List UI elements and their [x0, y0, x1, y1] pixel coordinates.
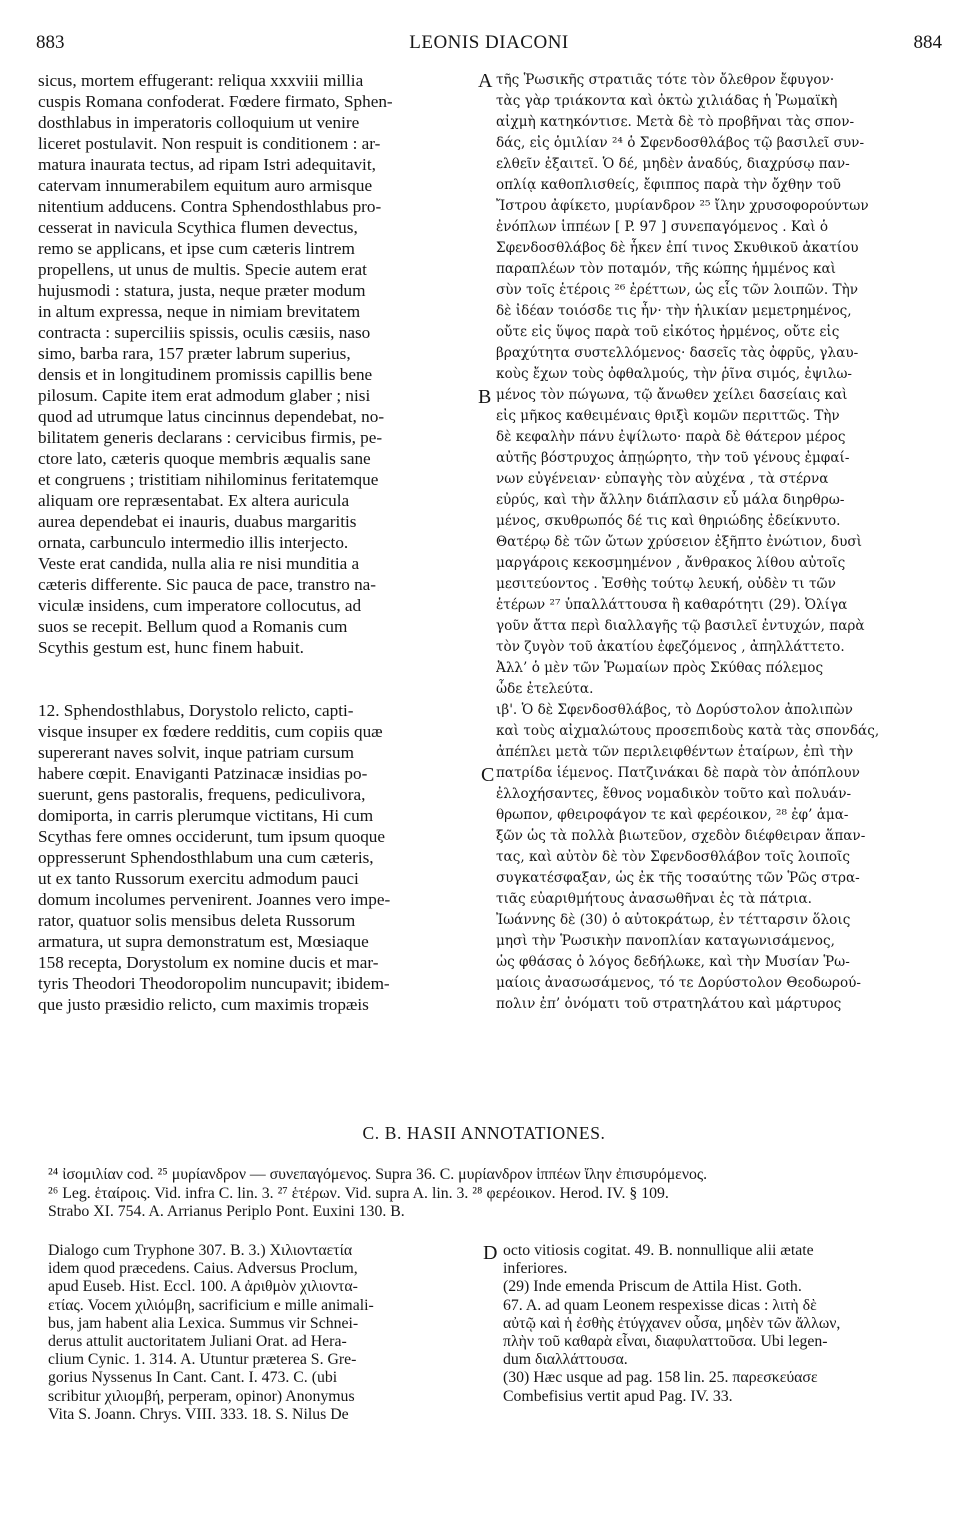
latin-line: Scythas fere omnes occiderunt, tum ipsum quoque [38, 827, 386, 846]
latin-line: densis et in longitudinem promissis capillis bene [38, 365, 373, 384]
latin-line: cuspis Romana confoderat. Fœdere firmato, Sphen- [38, 92, 393, 111]
greek-line: θρωπον, φθειροφάγον τε καὶ φερέοικον, ²⁸ ἐφ’ ἁμα- [496, 807, 849, 823]
greek-line: μένος, σκυθρωπός δέ τις καὶ θηριώδης ἐδείκνυτο. [496, 513, 841, 529]
greek-line: Θατέρῳ δὲ τῶν ὤτων χρύσειον ἐξῆπτο ἐνώτιον, δυσὶ [496, 534, 862, 550]
latin-line: ornata, carbunculo intermedio illis interjecto. [38, 533, 349, 552]
latin-line: hujusmodi : statura, justa, neque præter modum [38, 281, 366, 300]
annotations-title: C. B. HASII ANNOTATIONES. [362, 1123, 606, 1143]
annotation-line: 67. A. ad quam Leonem respexisse dicas : λιτὴ δὲ [503, 1296, 817, 1314]
latin-line: in altum expressa, neque in nimiam brevitatem [38, 302, 361, 321]
greek-line: μαργάροις κεκοσμημένον , ἄνθρακος λίθου αὐτοῖς [496, 555, 846, 571]
greek-line: ἀπέπλει μετὰ τῶν περιλειφθέντων ἑταίρων, ἐπὶ τὴν [496, 744, 854, 760]
annotation-line: gorius Nyssenus In Cant. Cant. I. 473. C. (ubi [48, 1369, 338, 1387]
annotation-line: scribitur χιλιομβή, perperam, opinor) Anonymus [48, 1387, 355, 1405]
latin-line: tyris Theodori Theodoropolim nuncupavit; ibidem- [38, 974, 390, 993]
latin-line: aurea dependebat ei inauris, duabus margaritis [38, 512, 357, 531]
greek-line: κοὺς ἔχων τοὺς ὀφθαλμούς, τὴν ῥῖνα σιμός, ἐψιλω- [496, 366, 852, 382]
greek-line: καὶ τοὺς αἰχμαλώτους προσεπιδοὺς κατὰ τὰς σπονδάς, [496, 723, 880, 739]
margin-letter-c: C [481, 764, 495, 786]
footnote-line: Strabo XI. 754. A. Arrianus Periplo Pont. Euxini 130. B. [48, 1203, 405, 1220]
annotation-line: inferiores. [503, 1260, 568, 1278]
greek-line: ξῶν ὡς τὰ πολλὰ βιωτεῦον, σχεδὸν διέφθειραν ἅπαν- [496, 828, 866, 844]
latin-line: habere cœpit. Enaviganti Patzinacæ insidias po- [38, 764, 368, 783]
greek-line: Ἴστρου ἀφίκετο, μυρίανδρον ²⁵ ἴλην χρυσοφορούντων [496, 198, 869, 214]
greek-line: μησὶ τὴν Ῥωσικὴν πανοπλίαν καταγωνισάμενος, [496, 933, 835, 949]
latin-line [38, 658, 476, 679]
latin-line: simo, barba rara, 157 præter labrum superius, [38, 344, 351, 363]
annotation-line: Dialogo cum Tryphone 307. B. 3.) Χιλιονταετία [48, 1242, 353, 1259]
footnote-line: ²⁶ Leg. ἑταίροις. Vid. infra C. lin. 3. ²⁷ ἑτέρων. Vid. supra A. lin. 3. ²⁸ φερέοικον. Herod. IV. § 109. [48, 1184, 669, 1202]
greek-line: ἐνόπλων ἱππέων [ P. 97 ] συνεπαγόμενος . Καὶ ὁ [496, 219, 829, 235]
annotation-line: apud Euseb. Hist. Eccl. 100. A ἀριθμὸν χιλιοντα- [48, 1278, 358, 1296]
greek-line: ιβ'. Ὁ δὲ Σφενδοσθλάβος, τὸ Δορύστολον ἀπολιπὼν [496, 702, 853, 718]
greek-line: αἰχμὴ κατηκόντισε. Μετὰ δὲ τὸ προβῆναι τὰς σπον- [496, 114, 855, 130]
greek-text-column [496, 70, 940, 1015]
latin-line: Veste erat candida, nulla alia re nisi munditia a [38, 554, 360, 573]
greek-line: Σφενδοσθλάβος δὲ ἧκεν ἐπί τινος Σκυθικοῦ ἀκατίου [496, 240, 859, 256]
greek-line: βραχύτητα συστελλόμενος· δασεῖς τὰς ὀφρῦς, γλαυ- [496, 345, 859, 361]
latin-line: supererant naves solvit, inque patriam cursum [38, 743, 354, 762]
latin-line: sicus, mortem effugerant: reliqua xxxviii millia [38, 71, 364, 90]
latin-line: viculæ insidens, cum imperatore collocutus, ad [38, 596, 362, 615]
running-header [36, 32, 942, 62]
greek-line: πολιν ἐπ’ ὀνόματι τοῦ στρατηλάτου καὶ μάρτυρος [496, 996, 842, 1012]
latin-line: aliquam ore repræsentabat. Ex altera auricula [38, 491, 350, 510]
greek-line: πατρίδα ἱέμενος. Πατζινάκαι δὲ παρὰ τὸν ἀπόπλουν [496, 765, 860, 781]
greek-line: ὧδε ἐτελεύτα. [496, 681, 594, 697]
latin-line: propellens, ut unus de multis. Specie autem erat [38, 260, 367, 279]
greek-line: δὲ ἰδέαν τοιόσδε τις ἦν· τὴν ἡλικίαν μεμετρημένος, [496, 303, 852, 319]
greek-line: τῆς Ῥωσικῆς στρατιᾶς τότε τὸν ὄλεθρον ἔφυγον· [496, 72, 835, 88]
latin-line: bilitatem generis declarans : cervicibus firmis, pe- [38, 428, 383, 447]
annotation-line: ετίας. Vocem χιλιόμβη, sacrificium e mille animali- [48, 1296, 374, 1314]
latin-line: liceret postulavit. Non respuit is conditionem : ar- [38, 134, 381, 153]
latin-line: dosthlabus in imperatoris colloquium ut venire [38, 113, 360, 132]
latin-line: matura inaurata tectus, ad ripam Istri adequitavit, [38, 155, 376, 174]
greek-line: ἐλλοχήσαντες, ἔθνος νομαδικὸν τοῦτο καὶ πολυάν- [496, 786, 852, 802]
greek-line: Ἰωάννης δὲ (30) ὁ αὐτοκράτωρ, ἐν τέτταρσιν ὅλοις [496, 912, 851, 928]
greek-line: δὲ κεφαλὴν πάνυ ἐψίλωτο· παρὰ δὲ θάτερον μέρος [496, 429, 846, 445]
latin-line: Scythis gestum est, hunc finem habuit. [38, 638, 304, 657]
latin-line: et congruens ; tristitiam nihilominus feritatemque [38, 470, 379, 489]
greek-line: Ἀλλ’ ὁ μὲν τῶν Ῥωμαίων πρὸς Σκύθας πόλεμος [496, 660, 824, 676]
latin-line: catervam innumerabilem equitum auro armisque [38, 176, 373, 195]
annotations-right-column [503, 1242, 941, 1406]
latin-line: visque insuper ex fœdere redditis, cum copiis quæ [38, 722, 383, 741]
annotations-left-column [48, 1242, 472, 1424]
greek-line: τὰς γὰρ τριάκοντα καὶ ὀκτὼ χιλιάδας ἡ Ῥωμαϊκὴ [496, 93, 838, 109]
annotation-line: dum διαλλάττουσα. [503, 1351, 628, 1369]
greek-line: εὐρύς, καὶ τὴν ἄλλην διάπλασιν εὖ μάλα διηρθρω- [496, 492, 845, 508]
greek-line: συγκατέσφαξαν, ὡς ἐκ τῆς τοσαύτης τῶν Ῥῶς στρα- [496, 870, 860, 886]
annotation-line: αὐτῷ καὶ ἡ ἐσθὴς ἐτύγχανεν οὖσα, μηδὲν τῶν ἄλλων, [503, 1314, 841, 1332]
greek-line: ελθεῖν ἐξαιτεῖ. Ὁ δέ, μηδὲν ἀναδύς, διαχρύσῳ παν- [496, 156, 850, 172]
left-page-number: 883 [36, 32, 65, 53]
greek-line: μένος τὸν πώγωνα, τῷ ἄνωθεν χείλει δασείαις καὶ [496, 387, 848, 403]
latin-line: domum incolumes pervenirent. Joannes vero impe- [38, 890, 391, 909]
right-page-number: 884 [913, 32, 942, 53]
footnote-line: ²⁴ ἰσομιλίαν cod. ²⁵ μυρίανδρον — συνεπαγόμενος. Supra 36. C. μυρίανδρον ἱππέων ἴλην ἐπισυρόμενος. [48, 1166, 708, 1183]
footnotes [48, 1166, 943, 1222]
latin-line: contracta : superciliis spissis, oculis cæsiis, naso [38, 323, 371, 342]
running-title: LEONIS DIACONI [409, 32, 569, 53]
margin-letter-a: A [478, 70, 493, 92]
greek-line: γοῦν ἄττα περὶ διαλλαγῆς τῷ βασιλεῖ ἐντυχών, παρὰ [496, 618, 865, 634]
greek-line: τιᾶς εὐαριθμήτους ἀνασωθῆναι ἐς τὰ πάτρια. [496, 891, 812, 907]
latin-line: rator, quatuor solis mensibus deleta Russorum [38, 911, 356, 930]
annotation-line: (30) Hæc usque ad pag. 158 lin. 25. παρεσκεύασε [503, 1369, 818, 1387]
margin-letter-d: D [483, 1242, 498, 1264]
latin-line: ut ex tanto Russorum exercitu admodum pauci [38, 869, 359, 888]
greek-line: ὡς φθάσας ὁ λόγος δεδήλωκε, καὶ τὴν Μυσίαν Ῥω- [496, 954, 850, 970]
latin-line: remo se applicans, et ipse cum cæteris lintrem [38, 239, 355, 258]
annotation-line: octo vitiosis cogitat. 49. B. nonnullique alii ætate [503, 1242, 814, 1259]
latin-line: cesserat in navicula Scythica flumen devectus, [38, 218, 358, 237]
latin-line: 12. Sphendosthlabus, Dorystolo relicto, capti- [38, 701, 354, 720]
annotation-line: idem quod præcedens. Caius. Adversus Proclum, [48, 1260, 358, 1278]
latin-line: suerunt, gens pastoralis, frequens, pediculivora, [38, 785, 366, 804]
greek-line: σὺν τοῖς ἑτέροις ²⁶ ἐρέττων, ὡς εἷς τῶν λοιπῶν. Τὴν [496, 282, 859, 298]
latin-line: suos se recepit. Bellum quod a Romanis cum [38, 617, 348, 636]
greek-line: μεσιτεύοντος . Ἐσθὴς τούτῳ λευκή, οὐδὲν τι τῶν [496, 576, 836, 592]
latin-text-column [38, 70, 476, 1015]
greek-line: παραπλέων τὸν ποταμόν, τῆς κώπης ἡμμένος καὶ [496, 261, 837, 277]
latin-line: pilosum. Capite item erat admodum glaber ; nisi [38, 386, 371, 405]
annotation-line: clium Cynic. 1. 314. A. Utuntur præterea S. Gre- [48, 1351, 357, 1369]
annotation-line: derus attulit auctoritatem Juliani Orat. ad Hera- [48, 1332, 347, 1350]
greek-line: ἑτέρων ²⁷ ὑπαλλάττουσα ἢ καθαρότητι (29). Ὀλίγα [496, 597, 848, 613]
greek-line: μαίοις ἀνασωσάμενος, τό τε Δορύστολον Θεοδωρού- [496, 975, 862, 991]
latin-line: quod ad utrumque latus cincinnus dependebat, no- [38, 407, 385, 426]
annotation-line: Combefisius vertit apud Pag. IV. 33. [503, 1387, 733, 1405]
annotation-line: bus, jam habent alia Lexica. Summus vir Schnei- [48, 1314, 359, 1332]
greek-line: τὸν ζυγὸν τοῦ ἀκατίου ἐφεζόμενος , ἀπηλλάττετο. [496, 639, 845, 655]
latin-line: 158 recepta, Dorystolum ex nomine ducis et mar- [38, 953, 379, 972]
greek-line: νων εὐγένειαν· εὐπαγὴς τὸν αὐχένα , τὰ στέρνα [496, 471, 829, 487]
greek-line: εἰς μῆκος καθειμέναις θριξὶ κομῶν περιττῶς. Τὴν [496, 408, 840, 424]
annotation-line: (29) Inde emenda Priscum de Attila Hist. Goth. [503, 1278, 802, 1296]
latin-line: oppresserunt Sphendosthlabum una cum cæteris, [38, 848, 374, 867]
annotation-line: πλὴν τοῦ καθαρὰ εἶναι, διαφυλαττοῦσα. Ubi legen- [503, 1332, 828, 1350]
annotation-line: Vita S. Joann. Chrys. VIII. 333. 18. S. Nilus De [48, 1405, 349, 1423]
latin-line: nitentium adducens. Contra Sphendosthlabus pro- [38, 197, 382, 216]
greek-line: δάς, εἰς ὁμιλίαν ²⁴ ὁ Σφενδοσθλάβος τῷ βασιλεῖ συν- [496, 135, 865, 151]
latin-line: ctore lato, cæteris quoque membris æqualis sane [38, 449, 371, 468]
latin-line: cæteris differente. Sic pauca de pace, transtro na- [38, 575, 377, 594]
margin-letter-b: B [478, 386, 492, 408]
greek-line: οὔτε εἰς ὕψος παρὰ τοῦ εἰκότος ἠρμένος, οὔτε εἰς [496, 324, 840, 340]
latin-line: domiporta, in carris plerumque victitans, Hi cum [38, 806, 374, 825]
latin-line: que justo præsidio relicto, cum maximis tropæis [38, 995, 369, 1014]
greek-line: τας, καὶ αὐτὸν δὲ τὸν Σφενδοσθλάβον τοῖς λοιποῖς [496, 849, 850, 865]
greek-line: αὐτῆς βόστρυχος ἀπῃώρητο, τὴν τοῦ γένους ἐμφαί- [496, 450, 850, 466]
greek-line: οπλίᾳ καθοπλισθείς, ἔφιππος παρὰ τὴν ὄχθην τοῦ [496, 177, 841, 193]
latin-line: armatura, ut supra demonstratum est, Mœsiaque [38, 932, 369, 951]
latin-line [38, 679, 476, 700]
